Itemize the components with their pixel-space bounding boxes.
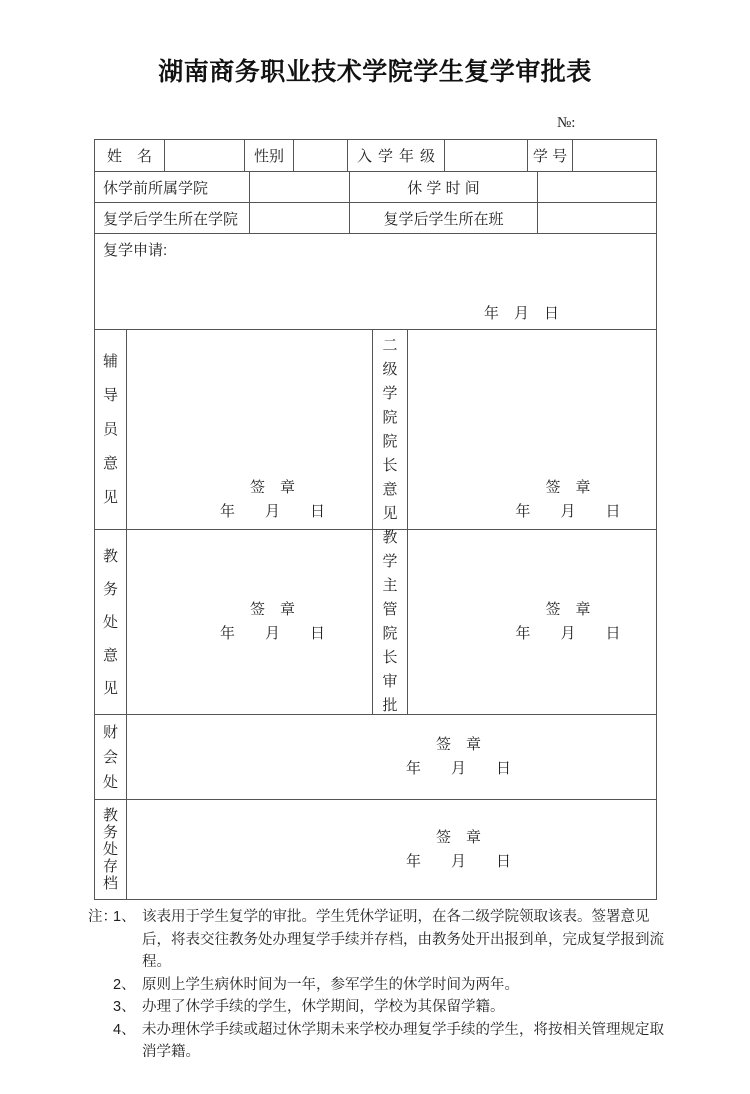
counselor-section-label: 辅导员意见 — [103, 352, 119, 506]
row-archive — [95, 800, 657, 900]
archive-sign-stamp: 签 章 — [435, 828, 481, 846]
form-title: 湖南商务职业技术学院学生复学审批表 — [158, 58, 592, 86]
row-counselor-dean — [95, 330, 657, 530]
footnotes-prefix: 注： — [88, 909, 117, 925]
footnote-number: 2、 — [113, 976, 136, 993]
gender-label: 性别 — [245, 140, 294, 172]
class-after-value-cell[interactable] — [538, 203, 657, 234]
application-label: 复学申请: — [103, 242, 168, 259]
archive-section-header — [95, 800, 127, 900]
teaching-dean-sign-date: 年 月 日 — [515, 625, 621, 642]
footnote-text: 该表用于学生复学的审批。学生凭休学证明，在各二级学院领取该表。签署意见后，将表交往教务处办理复学手续并存档，由教务处开出报到单，完成复学报到流程。 — [142, 909, 664, 970]
archive-sign-date: 年 月 日 — [405, 852, 511, 870]
row-college-after — [95, 203, 657, 234]
row-basic-info — [95, 140, 657, 172]
college-before-value-cell[interactable] — [250, 172, 350, 203]
teaching-dean-sign-stamp: 签 章 — [545, 601, 591, 618]
gender-value-cell[interactable] — [294, 140, 348, 172]
college-dean-sign-date: 年 月 日 — [515, 503, 621, 520]
academic-office-section-label: 教务处意见 — [103, 547, 119, 697]
counselor-sign-date: 年 月 日 — [219, 503, 325, 520]
row-application — [95, 234, 657, 330]
archive-section-label: 教务处存档 — [103, 807, 119, 892]
finance-office-section-header — [95, 715, 127, 800]
counselor-section-header — [95, 330, 127, 530]
teaching-dean-approval-cell[interactable] — [408, 530, 657, 715]
finance-office-section-label: 财会处 — [103, 723, 119, 791]
academic-office-sign-stamp: 签 章 — [249, 601, 295, 618]
teaching-dean-section-header — [373, 530, 408, 715]
approval-form-table — [94, 139, 657, 900]
class-after-label: 复学后学生所在班 — [350, 203, 538, 234]
row-academic-teaching — [95, 530, 657, 715]
academic-office-opinion-cell[interactable] — [127, 530, 373, 715]
footnote-item-3 — [113, 996, 666, 1019]
college-after-label: 复学后学生所在学院 — [95, 203, 250, 234]
college-dean-sign-stamp: 签 章 — [545, 479, 591, 496]
form-number-label: №: — [557, 115, 576, 131]
college-after-value-cell[interactable] — [250, 203, 350, 234]
suspension-time-value-cell[interactable] — [538, 172, 657, 203]
footnote-text: 原则上学生病休时间为一年，参军学生的休学时间为两年。 — [142, 976, 519, 993]
academic-office-sign-date: 年 月 日 — [219, 625, 325, 642]
footnotes — [88, 906, 666, 1064]
footnote-item-1 — [113, 906, 666, 974]
enroll-year-value-cell[interactable] — [445, 140, 528, 172]
suspension-time-label: 休 学 时 间 — [350, 172, 538, 203]
college-dean-opinion-cell[interactable] — [408, 330, 657, 530]
college-dean-section-label: 二级学院院长意见 — [382, 336, 398, 522]
footnote-item-4 — [113, 1019, 666, 1064]
footnote-list — [113, 906, 666, 1064]
counselor-sign-stamp: 签 章 — [249, 479, 295, 496]
teaching-dean-section-label: 教学主管院长审批 — [382, 529, 398, 714]
footnote-text: 办理了休学手续的学生，休学期间，学校为其保留学籍。 — [142, 999, 505, 1015]
footnote-item-2 — [113, 974, 666, 997]
name-label: 姓 名 — [95, 140, 165, 172]
application-date-line: 年 月 日 — [483, 305, 559, 322]
student-no-label: 学 号 — [528, 140, 573, 172]
row-college-before — [95, 172, 657, 203]
archive-cell[interactable] — [127, 800, 657, 900]
name-value-cell[interactable] — [165, 140, 245, 172]
student-no-value-cell[interactable] — [573, 140, 657, 172]
college-dean-section-header — [373, 330, 408, 530]
footnote-number: 4、 — [113, 1021, 136, 1038]
application-cell[interactable] — [95, 234, 657, 330]
footnote-number: 1、 — [113, 909, 136, 925]
counselor-opinion-cell[interactable] — [127, 330, 373, 530]
college-before-label: 休学前所属学院 — [95, 172, 250, 203]
finance-office-sign-stamp: 签 章 — [435, 736, 481, 753]
finance-office-cell[interactable] — [127, 715, 657, 800]
enroll-year-label: 入学年级 — [348, 140, 445, 172]
finance-office-sign-date: 年 月 日 — [405, 760, 511, 777]
row-finance-office — [95, 715, 657, 800]
academic-office-section-header — [95, 530, 127, 715]
footnote-text: 未办理休学手续或超过休学期未来学校办理复学手续的学生，将按相关管理规定取消学籍。 — [142, 1021, 664, 1060]
footnote-number: 3、 — [113, 999, 136, 1015]
